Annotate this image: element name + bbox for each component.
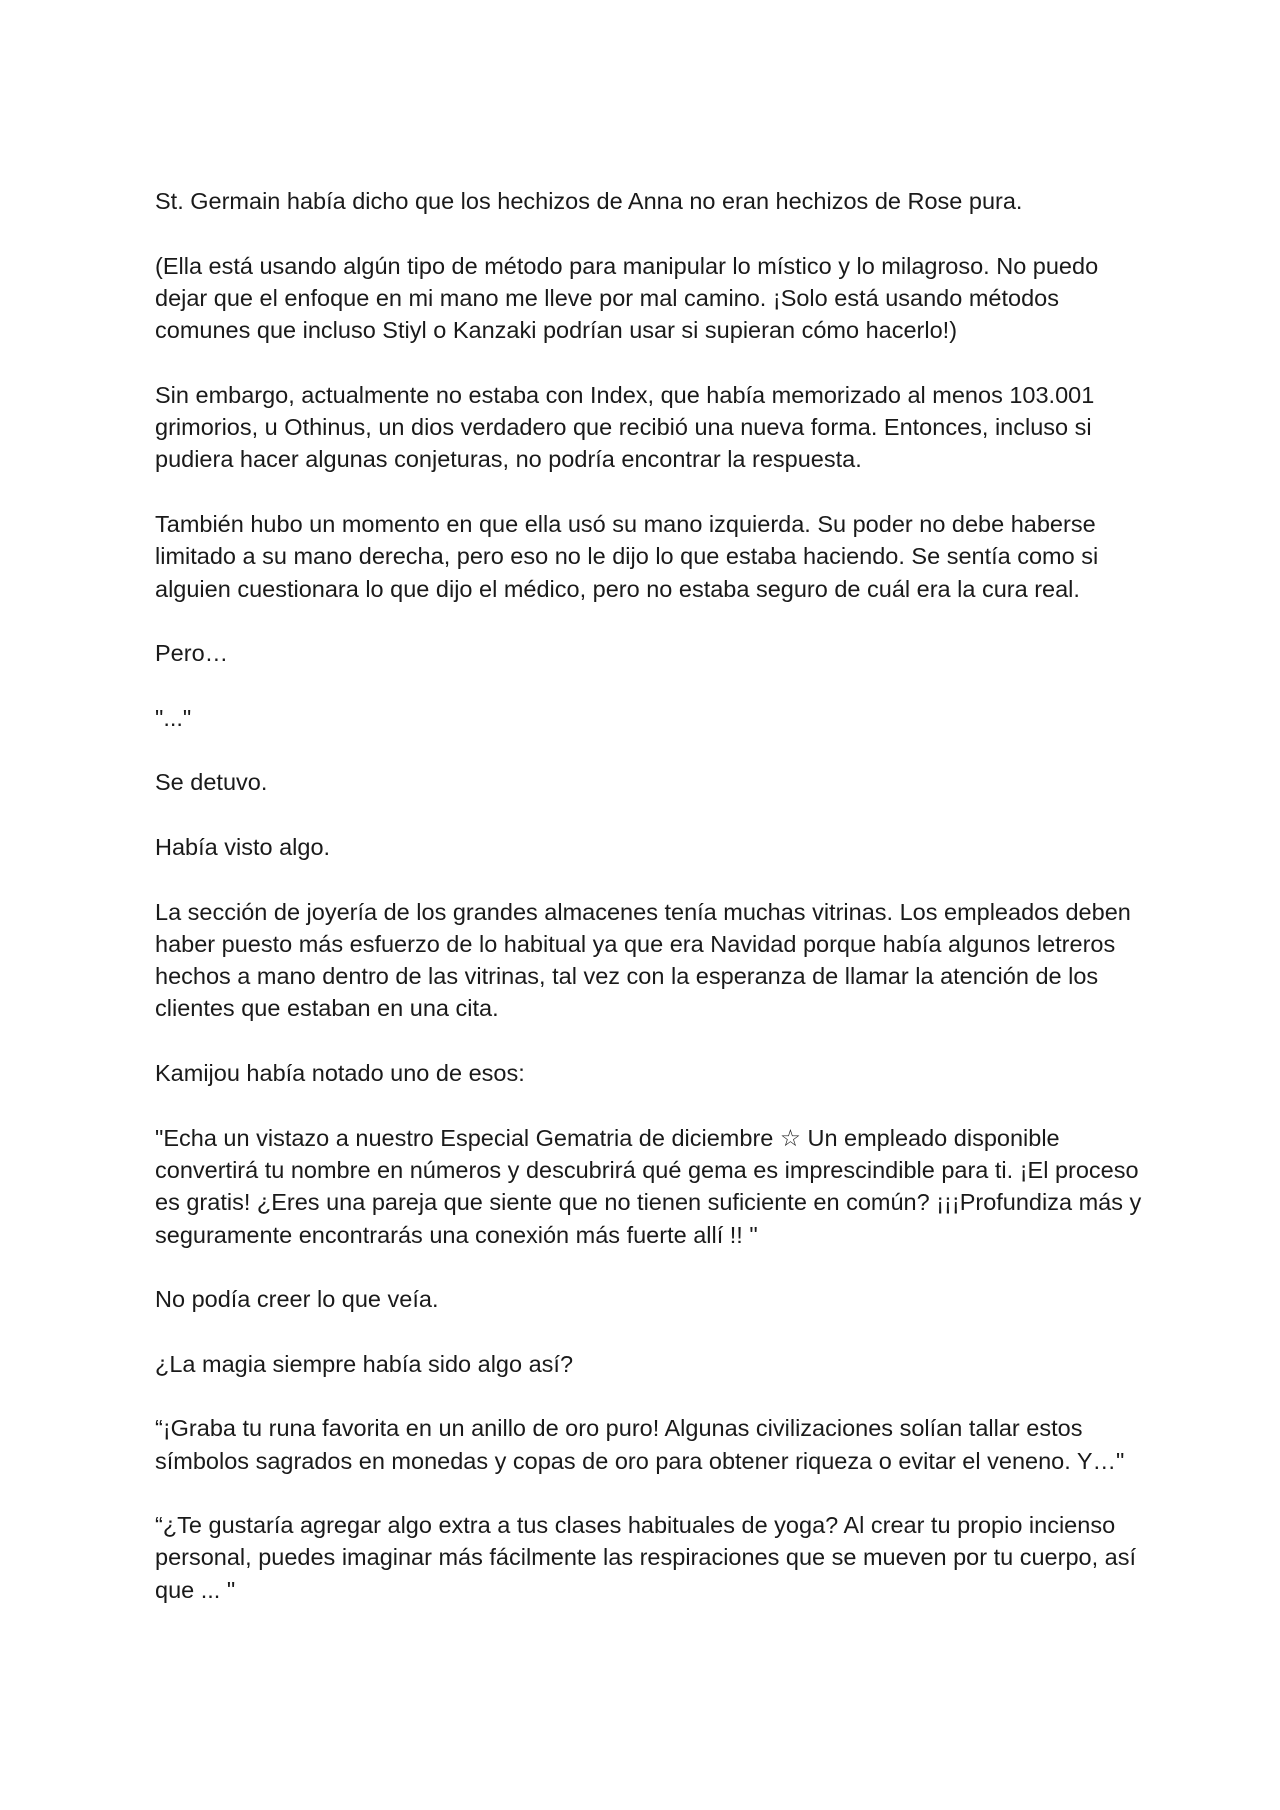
document-body: [155, 185, 1145, 1638]
paragraph: Kamijou había notado uno de esos:: [155, 1060, 525, 1087]
paragraph: También hubo un momento en que ella usó su mano izquierda. Su poder no debe haberse limitado a su mano derecha, pero eso no le dijo lo que estaba haciendo. Se sentía como si alguien cuestionara lo que dijo el médico, pero no estaba seguro de cuál era la cura real.: [155, 510, 1099, 602]
paragraph: St. Germain había dicho que los hechizos de Anna no eran hechizos de Rose pura.: [155, 188, 1023, 214]
paragraph: “¡Graba tu runa favorita en un anillo de oro puro! Algunas civilizaciones solían tallar estos símbolos sagrados en monedas y copas de oro para obtener riqueza o evitar el veneno. Y…": [155, 1415, 1125, 1474]
paragraph: Se detuvo.: [155, 769, 268, 796]
paragraph: "Echa un vistazo a nuestro Especial Gematria de diciembre ☆ Un empleado disponible convertirá tu nombre en números y descubrirá qué gema es imprescindible para ti. ¡El proceso es gratis! ¿Eres una pareja que siente que no tienen suficiente en común? ¡¡¡Profundiza más y seguramente encontrarás una conexión más fuerte allí !! ": [155, 1124, 1142, 1248]
paragraph: “¿Te gustaría agregar algo extra a tus clases habituales de yoga? Al crear tu propio incienso personal, puedes imaginar más fácilmente las respiraciones que se mueven por tu cuerpo, así que ... ": [155, 1512, 1136, 1603]
paragraph: "...": [155, 704, 192, 731]
paragraph: La sección de joyería de los grandes almacenes tenía muchas vitrinas. Los empleados deben haber puesto más esfuerzo de lo habitual ya que era Navidad porque había algunos letreros hechos a mano dentro de las vitrinas, tal vez con la esperanza de llamar la atención de los clientes que estaban en una cita.: [155, 898, 1131, 1022]
paragraph: (Ella está usando algún tipo de método para manipular lo místico y lo milagroso. No puedo dejar que el enfoque en mi mano me lleve por mal camino. ¡Solo está usando métodos comunes que incluso Stiyl o Kanzaki podrían usar si supieran cómo hacerlo!): [155, 252, 1099, 344]
paragraph: No podía creer lo que veía.: [155, 1286, 439, 1313]
paragraph: ¿La magia siempre había sido algo así?: [155, 1350, 574, 1377]
paragraph: Pero…: [155, 640, 229, 667]
paragraph: Sin embargo, actualmente no estaba con Index, que había memorizado al menos 103.001 grimorios, u Othinus, un dios verdadero que recibió una nueva forma. Entonces, incluso si pudiera hacer algunas conjeturas, no podría encontrar la respuesta.: [155, 381, 1095, 473]
paragraph: Había visto algo.: [155, 833, 331, 860]
